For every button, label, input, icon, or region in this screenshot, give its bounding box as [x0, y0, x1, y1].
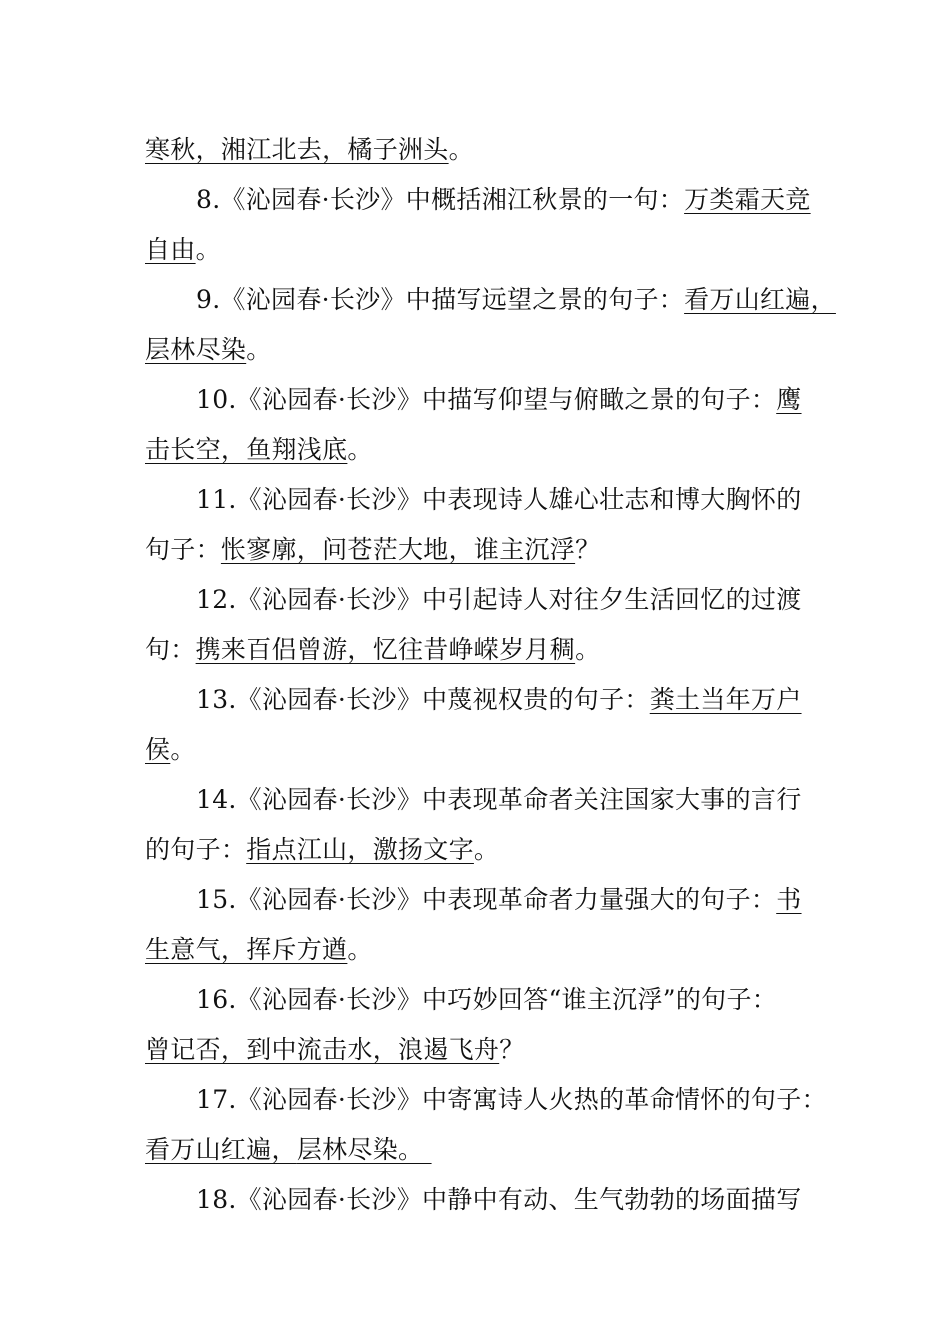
- text-line: [145, 433, 815, 467]
- answer-text: 曾记否，到中流击水，浪遏飞舟: [145, 1035, 500, 1064]
- line-text: 句子：: [145, 535, 221, 564]
- line-text: 。: [448, 135, 474, 164]
- text-line: [145, 333, 815, 367]
- answer-text: 怅寥廓，问苍茫大地，谁主沉浮: [220, 535, 576, 564]
- text-line: [145, 633, 815, 667]
- question-text: 16.《沁园春·长沙》中巧妙回答“谁主沉浮”的句子：: [196, 985, 778, 1014]
- question-11: [196, 483, 816, 517]
- question-text: 12.《沁园春·长沙》中引起诗人对往夕生活回忆的过渡: [196, 585, 802, 614]
- answer-text: 鹰: [776, 385, 802, 414]
- answer-text: 看万山红遍，: [684, 285, 836, 314]
- answer-text: 自由: [145, 235, 196, 264]
- answer-text: 生意气，挥斥方遒: [145, 935, 348, 964]
- answer-text: 寒秋，湘江北去，橘子洲头: [145, 135, 449, 164]
- question-text: 18.《沁园春·长沙》中静中有动、生气勃勃的场面描写: [196, 1185, 802, 1214]
- answer-text: 击长空，鱼翔浅底: [145, 435, 348, 464]
- question-8: [196, 183, 816, 217]
- text-line: [145, 1133, 815, 1167]
- line-text: 。: [170, 735, 196, 764]
- answer-text: 层林尽染。: [296, 1135, 432, 1164]
- question-text: 13.《沁园春·长沙》中蔑视权贵的句子：: [196, 685, 650, 714]
- answer-text: 书: [776, 885, 802, 914]
- line-text: 。: [195, 235, 221, 264]
- answer-text: 看万山红遍，: [145, 1135, 297, 1164]
- text-line: [145, 833, 815, 867]
- question-text: 11.《沁园春·长沙》中表现诗人雄心壮志和博大胸怀的: [196, 485, 802, 514]
- text-line: [145, 533, 815, 567]
- question-text: 15.《沁园春·长沙》中表现革命者力量强大的句子：: [196, 885, 777, 914]
- line-text: 。: [246, 335, 272, 364]
- answer-text: 层林尽染: [145, 335, 247, 364]
- text-line: [145, 233, 815, 267]
- question-text: 17.《沁园春·长沙》中寄寓诗人火热的革命情怀的句子：: [196, 1085, 827, 1114]
- line-text: ？: [575, 535, 601, 564]
- question-12: [196, 583, 816, 617]
- text-line: [145, 733, 815, 767]
- question-17: [196, 1083, 827, 1117]
- line-text: 的句子：: [145, 835, 247, 864]
- question-13: [196, 683, 816, 717]
- question-text: 10.《沁园春·长沙》中描写仰望与俯瞰之景的句子：: [196, 385, 777, 414]
- question-text: 14.《沁园春·长沙》中表现革命者关注国家大事的言行: [196, 785, 802, 814]
- question-18: [196, 1183, 816, 1217]
- line-text: 。: [575, 635, 601, 664]
- question-16: [196, 983, 816, 1017]
- answer-text: 侯: [145, 735, 171, 764]
- question-text: 8.《沁园春·长沙》中概括湘江秋景的一句：: [196, 185, 685, 214]
- question-10: [196, 383, 816, 417]
- answer-text: 携来百侣曾游，忆往昔峥嵘岁月稠: [195, 635, 576, 664]
- line-text: 句：: [145, 635, 196, 664]
- line-text: 。: [347, 935, 373, 964]
- question-9: [196, 283, 836, 317]
- text-line: [145, 133, 815, 167]
- line-text: ？: [499, 1035, 525, 1064]
- text-line: [145, 933, 815, 967]
- answer-text: 指点江山，激扬文字: [246, 835, 474, 864]
- question-15: [196, 883, 816, 917]
- question-14: [196, 783, 816, 817]
- answer-text: 粪土当年万户: [649, 685, 802, 714]
- line-text: 。: [347, 435, 373, 464]
- question-text: 9.《沁园春·长沙》中描写远望之景的句子：: [196, 285, 685, 314]
- text-line: [145, 1033, 815, 1067]
- answer-text: 万类霜天竞: [684, 185, 811, 214]
- line-text: 。: [473, 835, 500, 864]
